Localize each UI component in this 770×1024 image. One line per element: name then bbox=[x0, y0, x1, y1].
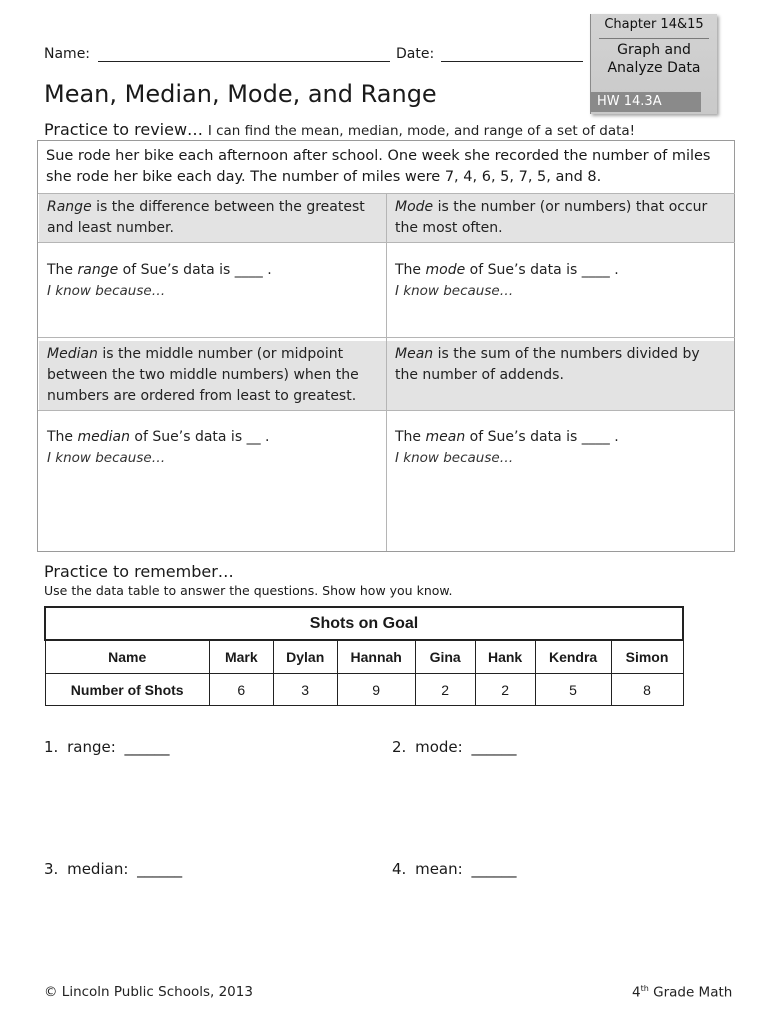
q-post: of Sue’s data is ____ . bbox=[465, 262, 619, 278]
date-blank[interactable] bbox=[441, 61, 583, 62]
topic-line-2: Analyze Data bbox=[607, 60, 701, 76]
topic-line-1: Graph and bbox=[617, 42, 691, 58]
q-term: range bbox=[77, 262, 119, 278]
question-number: 3. bbox=[44, 860, 59, 878]
table-row-shots bbox=[45, 674, 683, 706]
footer-grade bbox=[632, 984, 732, 1001]
shots-table bbox=[44, 606, 684, 706]
range-hint: I know because… bbox=[47, 283, 166, 299]
question-number: 4. bbox=[392, 860, 407, 878]
chapter-label: Chapter 14&15 bbox=[604, 17, 704, 32]
page-title: Mean, Median, Mode, and Range bbox=[44, 80, 437, 108]
date-label: Date: bbox=[396, 46, 435, 62]
row-header-name: Name bbox=[45, 640, 209, 674]
shots-cell: 8 bbox=[611, 674, 683, 706]
median-question bbox=[39, 423, 386, 503]
footer-copyright: © Lincoln Public Schools, 2013 bbox=[44, 984, 253, 1000]
mean-term: Mean bbox=[395, 346, 434, 362]
hw-label: HW 14.3A bbox=[591, 92, 701, 112]
mean-question bbox=[387, 423, 734, 503]
q-post: of Sue’s data is ____ . bbox=[118, 262, 272, 278]
remember-instructions: Use the data table to answer the questions. Show how you know. bbox=[44, 583, 453, 598]
mean-def-text: is the sum of the numbers divided by the number of addends. bbox=[395, 346, 700, 383]
shots-cell: 6 bbox=[209, 674, 273, 706]
question-2 bbox=[392, 738, 516, 756]
q-pre: The bbox=[395, 429, 426, 445]
grade-suffix: th bbox=[640, 984, 649, 993]
name-cell: Gina bbox=[415, 640, 475, 674]
median-hint: I know because… bbox=[47, 450, 166, 466]
name-cell: Dylan bbox=[273, 640, 337, 674]
q-pre: The bbox=[47, 429, 78, 445]
name-blank[interactable] bbox=[98, 61, 390, 62]
name-field bbox=[44, 46, 390, 62]
question-label: mean: bbox=[415, 860, 463, 878]
answer-blank[interactable]: ______ bbox=[471, 860, 517, 878]
range-definition bbox=[39, 194, 386, 242]
mode-term: Mode bbox=[395, 199, 434, 215]
shots-cell: 2 bbox=[475, 674, 535, 706]
range-term: Range bbox=[47, 199, 92, 215]
question-label: mode: bbox=[415, 738, 463, 756]
mode-definition bbox=[387, 194, 734, 242]
mean-hint: I know because… bbox=[395, 450, 514, 466]
median-term: Median bbox=[47, 346, 98, 362]
question-label: range: bbox=[67, 738, 116, 756]
name-cell: Mark bbox=[209, 640, 273, 674]
q-post: of Sue’s data is __ . bbox=[129, 429, 270, 445]
column-divider bbox=[386, 194, 387, 551]
mode-question bbox=[387, 256, 734, 336]
question-4 bbox=[392, 860, 516, 878]
range-def-text: is the difference between the greatest and least number. bbox=[47, 199, 365, 236]
question-label: median: bbox=[67, 860, 129, 878]
q-term: mode bbox=[425, 262, 466, 278]
shots-cell: 3 bbox=[273, 674, 337, 706]
q-term: median bbox=[77, 429, 130, 445]
review-line bbox=[44, 120, 635, 139]
review-label: Practice to review… bbox=[44, 120, 204, 139]
range-question bbox=[39, 256, 386, 336]
answer-blank[interactable]: ______ bbox=[124, 738, 170, 756]
median-definition bbox=[39, 341, 386, 410]
question-number: 2. bbox=[392, 738, 407, 756]
topic-label bbox=[591, 41, 717, 77]
mode-def-text: is the number (or numbers) that occur the most often. bbox=[395, 199, 708, 236]
row-header-shots: Number of Shots bbox=[45, 674, 209, 706]
chapter-tab bbox=[590, 14, 717, 114]
table-row-names bbox=[45, 640, 683, 674]
grade-text: Grade Math bbox=[648, 984, 733, 1001]
question-3 bbox=[44, 860, 182, 878]
name-cell: Simon bbox=[611, 640, 683, 674]
mode-hint: I know because… bbox=[395, 283, 514, 299]
mean-definition bbox=[387, 341, 734, 410]
question-1 bbox=[44, 738, 170, 756]
name-label: Name: bbox=[44, 46, 91, 62]
answer-blank[interactable]: ______ bbox=[471, 738, 517, 756]
shots-cell: 2 bbox=[415, 674, 475, 706]
q-pre: The bbox=[395, 262, 426, 278]
name-cell: Hank bbox=[475, 640, 535, 674]
date-field bbox=[396, 46, 583, 62]
name-cell: Hannah bbox=[337, 640, 415, 674]
chapter-divider bbox=[599, 38, 709, 39]
table-title: Shots on Goal bbox=[45, 607, 683, 640]
median-def-text: is the middle number (or midpoint between the two middle numbers) when the numbers are ordered from least to greatest. bbox=[47, 346, 359, 404]
grade-number: 4 bbox=[632, 984, 641, 1001]
story-text: Sue rode her bike each afternoon after school. One week she recorded the number of miles she rode her bike each day. The number of miles were 7, 4, 6, 5, 7, 5, and 8. bbox=[46, 148, 711, 185]
name-cell: Kendra bbox=[535, 640, 611, 674]
answer-blank[interactable]: ______ bbox=[137, 860, 183, 878]
q-post: of Sue’s data is ____ . bbox=[465, 429, 619, 445]
remember-label: Practice to remember… bbox=[44, 562, 234, 581]
shots-cell: 5 bbox=[535, 674, 611, 706]
q-term: mean bbox=[425, 429, 466, 445]
shots-cell: 9 bbox=[337, 674, 415, 706]
question-number: 1. bbox=[44, 738, 59, 756]
review-text: I can find the mean, median, mode, and range of a set of data! bbox=[207, 123, 636, 139]
q-pre: The bbox=[47, 262, 78, 278]
